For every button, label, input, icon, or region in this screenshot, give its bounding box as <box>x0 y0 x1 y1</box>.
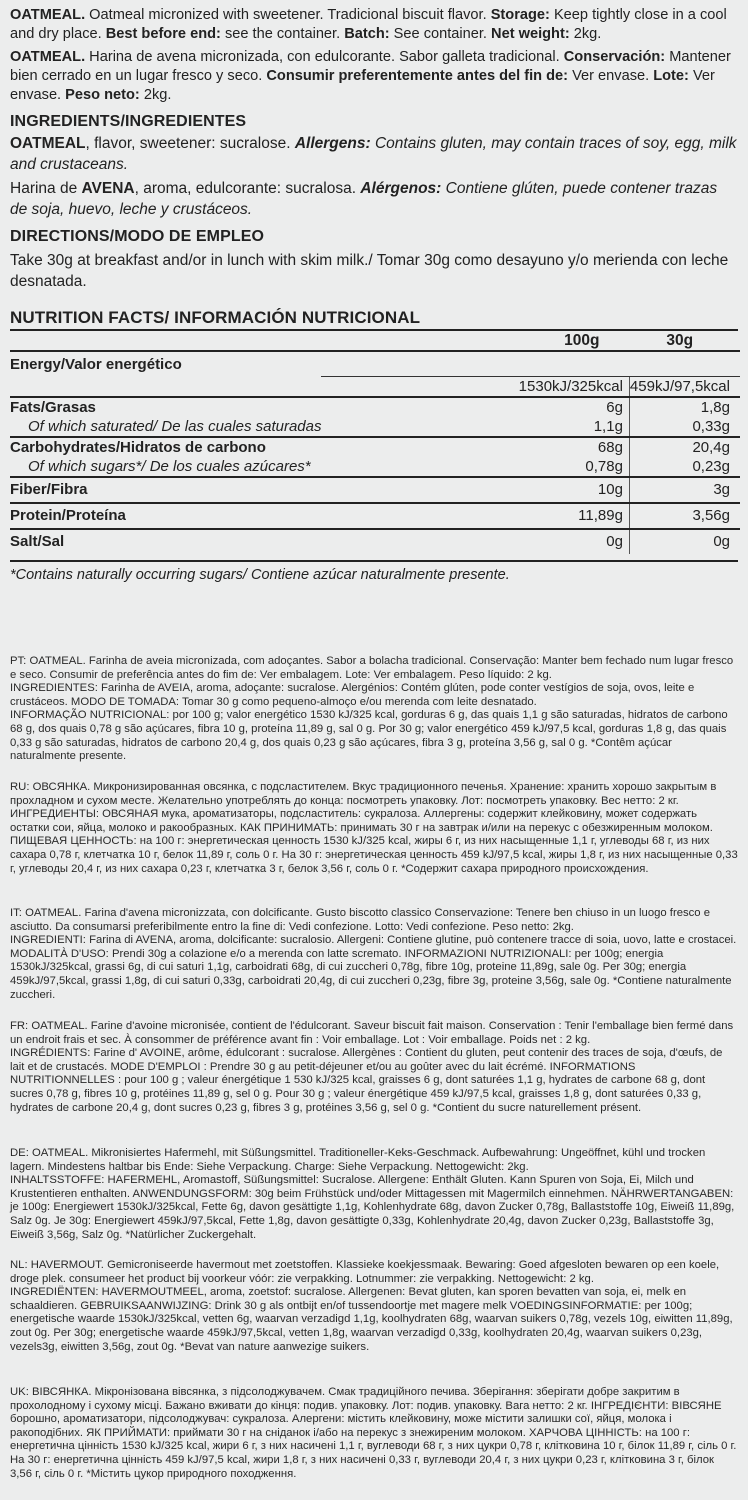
nutrition-title: NUTRITION FACTS/ INFORMACIÓN NUTRICIONAL <box>10 308 738 331</box>
nutrition-footnote: *Contains naturally occurring sugars/ Contiene azúcar naturalmente presente. <box>10 560 738 583</box>
ingredients-english: OATMEAL, flavor, sweetener: sucralose. Allergens: Contains gluten, may contain traces of soy, egg, milk and crustaceans. <box>10 135 737 173</box>
description-section <box>10 0 738 105</box>
ingredients-spanish: Harina de AVENA, aroma, edulcorante: sucralosa. Alérgenos: Contiene glúten, puede contener trazas de soja, huevo, leche y crustáceos. <box>10 180 718 218</box>
ingredients-title: INGREDIENTS/INGREDIENTES <box>10 113 247 130</box>
nutrition-header-row <box>10 331 740 351</box>
nutrition-row-fiber: Fiber/Fibra 10g 3g <box>10 477 740 503</box>
ukrainian-section: UK: ВІВСЯНКА. Мікронізована вівсянка, з підсолоджувачем. Смак традиційного печива. Зберігання: зберігати добре закритим в прохолодному і сухому місці. Бажано вживати до кінця: подив. упаковку. Лот: подив. упаковку. Вага нетто: 2 кг. ІНГРЕДІЄНТИ: ВІВСЯНЕ борошно, ароматизатори, підсолоджувач: сукралоза. Алергени: містить клейковину, може містити залишки сої, яйця, молока і ракоподібних. ЯК ПРИЙМАТИ: приймати 30 г на сніданок і/або на перекус з знежиреним молоком. ХАРЧОВА ЦІННІСТЬ: на 100 г: енергетична цінність 1530 kJ/325 kcal, жири 6 г, з них насичені 1,1 г, вуглеводи 68 г, з них цукри 0,78 г, клітковина 10 г, білок 11,89 г, сіль 0 г. На 30 г: енергетична цінність 459 kJ/97,5 kcal, жири 1,8 г, з них насичені 0,33 г, вуглеводи 20,4 г, з них цукри 0,23 г, клітковина 3 г, білок 3,56 г, сіль 0 г. *Містить цукор природного походження. <box>10 1386 737 1480</box>
ingredients-section <box>10 113 738 220</box>
directions-title: DIRECTIONS/MODO DE EMPLEO <box>10 228 265 245</box>
nutrition-row-fats: Fats/Grasas 6g 1,8g <box>10 397 740 417</box>
col-100g: 100g <box>564 332 600 349</box>
french-section: FR: OATMEAL. Farine d'avoine micronisée, contient de l'édulcorant. Saveur biscuit fait maison. Conservation : Tenir l'emballage bien fermé dans un endroit frais et sec. À consommer de préférence avant fin : Voir emballage. Lot : Voir emballage. Poids net : 2 kg. INGRÉDIENTS: Farine d' AVOINE, arôme, édulcorant : sucralose. Allergènes : Contient du gluten, peut contenir des traces de soja, d'œufs, de lait et de crustacés. MODE D'EMPLOI : Prendre 30 g au petit-déjeuner et/ou au goûter avec du lait écrémé. INFORMATIONS NUTRITIONNELLES : pour 100 g ; valeur énergétique 1 530 kJ/325 kcal, graisses 6 g, dont saturées 1,1 g, hydrates de carbone 68 g, dont sucres 0,78 g, fibres 10 g, protéines 11,89 g, sel 0 g. Pour 30 g ; valeur énergétique 459 kJ/97,5 kcal, graisses 1,8 g, dont saturées 0,33 g, hydrates de carbone 20,4 g, dont sucres 0,23 g, fibres 3 g, protéines 3,56 g, sel 0 g. *Contient du sucre naturellement présent. <box>10 1020 734 1114</box>
nutrition-row-saturated: Of which saturated/ De las cuales saturadas 1,1g 0,33g <box>10 417 740 437</box>
russian-section: RU: ОВСЯНКА. Микронизированная овсянка, с подсластителем. Вкус традиционного печенья. Хранение: хранить хорошо закрытым в прохладном и сухом месте. Желательно употреблять до конца: посмотреть упаковку. Лот: посмотреть упаковку. Вес нетто: 2 кг. ИНГРЕДИЕНТЫ: ОВСЯНАЯ мука, ароматизаторы, подсластитель: сукралоза. Аллергены: содержит клейковину, может содержать остатки сои, яйца, молоко и ракообразных. КАК ПРИНИМАТЬ: принимать 30 г на завтрак и/или на перекус с обезжиренным молоком. ПИЩЕВАЯ ЦЕННОСТЬ: на 100 г: энергетическая ценность 1530 kJ/325 kcal, жиры 6 г, из них насыщенные 1,1 г, углеводы 68 г, из них сахара 0,78 г, клетчатка 10 г, белок 11,89 г, соль 0 г. На 30 г: энергетическая ценность 459 kJ/97,5 kcal, жиры 1,8 г, из них насыщенные 0,33 г, углеводы 20,4 г, из них сахара 0,23 г, клетчатка 3 г, белок 3,56 г, соль 0 г. *Содержит сахара природного происхождения. <box>10 781 738 875</box>
nutrition-row-energy-values: 1530kJ/325kcal 459kJ/97,5kcal <box>10 376 740 397</box>
nutrition-row-sugars: Of which sugars*/ De los cuales azúcares* 0,78g 0,23g <box>10 457 740 477</box>
nutrition-row-protein: Protein/Proteína 11,89g 3,56g <box>10 503 740 529</box>
english-description: OATMEAL. Oatmeal micronized with sweetener. Tradicional biscuit flavor. Storage: Keep tightly close in a cool and dry place. Best before end: see the container. Batch: See container. Net weight: 2kg. <box>10 7 727 42</box>
german-section: DE: OATMEAL. Mikronisiertes Hafermehl, mit Süßungsmittel. Traditioneller-Keks-Geschmack. Aufbewahrung: Ungeöffnet, kühl und trocken lagern. Mindestens haltbar bis Ende: Siehe Verpackung. Charge: Siehe Verpackung. Nettogewicht: 2kg. INHALTSSTOFFE: HAFERMEHL, Aromastoff, Süßungsmittel: Sucralose. Allergene: Enthält Gluten. Kann Spuren von Soja, Ei, Milch und Krustentieren enthalten. ANWENDUNGSFORM: 30g beim Frühstück und/oder Mittagessen mit Magermilch einnehmen. NÄHRWERTANGABEN: je 100g: Energiewert 1530kJ/325kcal, Fette 6g, davon gesättigte 1,1g, Kohlenhydrate 68g, davon Zucker 0,78g, Ballaststoffe 10g, Eiweiß 11,89g, Salz 0g. Je 30g: Energiewert 459kJ/97,5kcal, Fette 1,8g, davon gesättigte 0,33g, Kohlenhydrate 20,4g, davon Zucker 0,23g, Ballaststoffe 3g, Eiweiß 3,56g, Salz 0g. *Natürlicher Zuckergehalt. <box>10 1147 735 1241</box>
directions-section <box>10 228 738 292</box>
nutrition-section <box>10 308 738 583</box>
nutrition-row-carbs: Carbohydrates/Hidratos de carbono 68g 20,4g <box>10 437 740 457</box>
col-30g: 30g <box>666 332 694 349</box>
italian-section: IT: OATMEAL. Farina d'avena micronizzata, con dolcificante. Gusto biscotto classico Conservazione: Tenere ben chiuso in un luogo fresco e asciutto. Da consumarsi preferibilmente entro la fine di: Vedi confezione. Lotto: Vedi confezione. Peso netto: 2kg. INGREDIENTI: Farina di AVENA, aroma, dolcificante: sucralosio. Allergeni: Contiene glutine, può contenere tracce di soia, uovo, latte e crostacei. MODALITÀ D'USO: Prendi 30g a colazione e/o a merenda con latte scremato. INFORMAZIONI NUTRIZIONALI: per 100g; energia 1530kJ/325kcal, grassi 6g, di cui saturi 1,1g, carboidrati 68g, di cui zuccheri 0,78g, fibre 10g, proteine 11,89g, sale 0g. Per 30g; energia 459kJ/97,5kcal, grassi 1,8g, di cui saturi 0,33g, carboidrati 20,4g, di cui zuccheri 0,23g, fibre 3g, proteine 3,56g, sale 0g. *Contiene naturalmente zuccheri. <box>10 907 737 1001</box>
spanish-description: OATMEAL. Harina de avena micronizada, con edulcorante. Sabor galleta tradicional. Conservación: Mantener bien cerrado en un lugar fresco y seco. Consumir preferentemente antes del fin de: Ver envase. Lote: Ver envase. Peso neto: 2kg. <box>10 49 731 103</box>
portuguese-section: PT: OATMEAL. Farinha de aveia micronizada, com adoçantes. Sabor a bolacha tradicional. Conservação: Manter bem fechado num lugar fresco e seco. Consumir de preferência antes do fim de: Ver embalagem. Lote: Ver embalagem. Peso líquido: 2 kg. INGREDIENTES: Farinha de AVEIA, aroma, adoçante: sucralose. Alergénios: Contém glúten, pode conter vestígios de soja, ovos, leite e crustáceos. MODO DE TOMADA: Tomar 30 g como pequeno-almoço e/ou merenda com leite desnatado. INFORMAÇÃO NUTRICIONAL: por 100 g; valor energético 1530 kJ/325 kcal, gorduras 6 g, das quais 1,1 g são saturadas, hidratos de carbono 68 g, dos quais 0,78 g são açúcares, fibra 10 g, proteína 11,89 g, sal 0 g. Por 30 g; valor energético 459 kJ/97,5 kcal, gorduras 1,8 g, das quais 0,33 g são saturadas, hidratos de carbono 20,4 g, dos quais 0,23 g são açúcares, fibra 3 g, proteína 3,56 g, sal 0 g. *Contêm açúcar naturalmente presente. <box>10 655 734 763</box>
nutrition-table <box>10 331 740 554</box>
dutch-section: NL: HAVERMOUT. Gemicroniseerde havermout met zoetstoffen. Klassieke koekjessmaak. Bewaring: Goed afgesloten bewaren op een koele, droge plek. consumeer het product bij voorkeur vóór: zie verpakking. Lotnummer: zie verpakking. Nettogewicht: 2 kg. INGREDIËNTEN: HAVERMOUTMEEL, aroma, zoetstof: sucralose. Allergenen: Bevat gluten, kan sporen bevatten van soja, ei, melk en schaaldieren. GEBRUIKSAANWIJZING: Drink 30 g als ontbijt en/of tussendoortje met magere melk VOEDINGSINFORMATIE: per 100g; energetische waarde 1530kJ/325kcal, vetten 6g, waarvan verzadigd 1,1g, koolhydraten 68g, waarvan suikers 0,78g, vezels 10g, eiwitten 11,89g, zout 0g. Per 30g; energetische waarde 459kJ/97,5kcal, vetten 1,8g, waarvan verzadigd 0,33g, koolhydraten 20,4g, waarvan suikers 0,23g, vezels3g, eiwitten 3,56g, zout 0g. *Bevat van nature aanwezige suikers. <box>10 1259 733 1353</box>
nutrition-row-salt: Salt/Sal 0g 0g <box>10 529 740 554</box>
nutrition-row-energy: Energy/Valor energético <box>10 351 740 376</box>
directions-text: Take 30g at breakfast and/or in lunch with skim milk./ Tomar 30g como desayuno y/o merienda con leche desnatada. <box>10 252 729 290</box>
